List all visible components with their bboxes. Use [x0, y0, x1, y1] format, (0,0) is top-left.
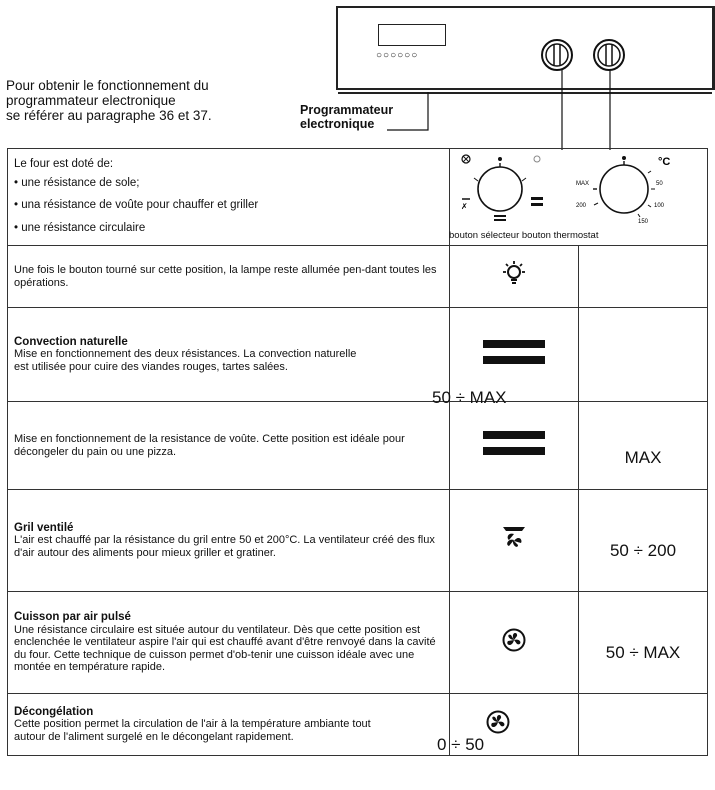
intro-line: Pour obtenir le fonctionnement du — [6, 78, 209, 93]
table-row — [8, 694, 708, 756]
symbol-cell — [450, 490, 579, 592]
top-bottom-heat-icon — [483, 338, 545, 366]
row-text: Mise en fonctionnement de la resistance de voûte. Cette position est idéale pour décongeler du pain ou une pizza. — [14, 433, 405, 458]
table-row — [8, 592, 708, 694]
fan-icon — [502, 628, 526, 652]
intro-line: se référer au paragraphe 36 et 37. — [6, 108, 212, 123]
intro-line: programmateur electronique — [6, 93, 176, 108]
fan-grill-icon — [500, 524, 528, 552]
row-title: Décongélation — [14, 705, 94, 718]
temperature-range: 50 ÷ MAX — [432, 388, 507, 407]
table-row — [8, 149, 708, 246]
svg-text:MAX: MAX — [576, 181, 590, 187]
row-text: L'air est chauffé par la résistance du gril entre 50 et 200°C. La ventilateur créé des flux d'air autour des aliments pour mieux griller et gratiner. — [14, 534, 435, 559]
svg-text:50: 50 — [656, 181, 663, 187]
equipment-heading: Le four est doté de: — [14, 158, 114, 170]
symbol-cell — [450, 592, 579, 694]
temperature-cell — [579, 490, 708, 592]
description-cell — [8, 308, 450, 402]
programmer-label-line: electronique — [300, 117, 375, 131]
top-heat-icon — [483, 429, 545, 457]
temperature-cell — [579, 592, 708, 694]
svg-text:100: 100 — [654, 203, 665, 209]
programmer-label-line: Programmateur — [300, 103, 394, 117]
programmer-display — [378, 24, 446, 46]
oven-control-panel — [336, 6, 715, 90]
selector-knob-icon — [540, 38, 574, 72]
svg-text:°C: °C — [658, 156, 671, 168]
intro-text — [6, 78, 212, 123]
list-item: • una résistance de voûte pour chauffer et griller — [14, 199, 259, 211]
equipment-cell — [8, 149, 450, 246]
temperature-range: MAX — [624, 447, 662, 467]
temperature-range: 50 ÷ MAX — [605, 642, 681, 662]
temperature-cell — [579, 402, 708, 490]
symbol-cell — [450, 402, 579, 490]
list-item: • une résistance de sole; — [14, 176, 140, 189]
svg-text:✗: ✗ — [461, 202, 468, 211]
row-title: Cuisson par air pulsé — [14, 611, 131, 624]
programmer-label — [300, 103, 393, 131]
knob-diagrams — [452, 151, 710, 231]
temperature-range: 0 ÷ 50 — [437, 735, 485, 754]
temperature-cell — [579, 308, 708, 402]
temperature-cell — [579, 246, 708, 308]
description-cell — [8, 246, 450, 308]
table-row — [8, 308, 708, 402]
selector-dial-icon — [461, 155, 543, 221]
table-row — [8, 402, 708, 490]
row-title: Gril ventilé — [14, 521, 74, 534]
svg-text:200: 200 — [576, 203, 587, 209]
thermostat-knob-icon — [592, 38, 626, 72]
knob-caption: bouton sélecteur bouton thermostat — [449, 230, 599, 241]
thermostat-dial-icon — [576, 156, 670, 225]
row-text: Une fois le bouton tourné sur cette position, la lampe reste allumée pen-dant toutes les opérations. — [14, 264, 437, 289]
row-text: Mise en fonctionnement des deux résistances. La convection naturelle est utilisée pour cuire des viandes rouges, tartes salées. — [14, 348, 357, 373]
svg-text:150: 150 — [638, 219, 649, 225]
description-cell — [8, 490, 450, 592]
row-text: Cette position permet la circulation de l'air à la température ambiante tout autour de l'aliment surgelé en le décongelant rapidement. — [14, 718, 371, 743]
table-row — [8, 246, 708, 308]
table-row — [8, 490, 708, 592]
symbol-cell — [450, 246, 579, 308]
description-cell — [8, 592, 450, 694]
row-title: Convection naturelle — [14, 335, 128, 348]
row-text: Une résistance circulaire est située autour du ventilateur. Dès que cette position est enclenchée le ventilateur aspire l'air qui est chauffé avant d'être renvoyé dans la cavité du four. Cette technique de cuisson permet d'ob-tenir une cuisson idéale avec une montée en température rapide. — [14, 623, 436, 674]
oven-functions-table — [7, 148, 708, 756]
description-cell — [8, 694, 450, 756]
temperature-cell — [579, 694, 708, 756]
temperature-range: 50 ÷ 200 — [609, 540, 677, 560]
fan-icon — [486, 710, 510, 734]
knobs-cell — [450, 149, 708, 246]
lamp-icon — [499, 259, 529, 289]
programmer-buttons: ○○○○○○ — [376, 50, 419, 61]
description-cell — [8, 402, 450, 490]
list-item: • une résistance circulaire — [14, 221, 146, 234]
